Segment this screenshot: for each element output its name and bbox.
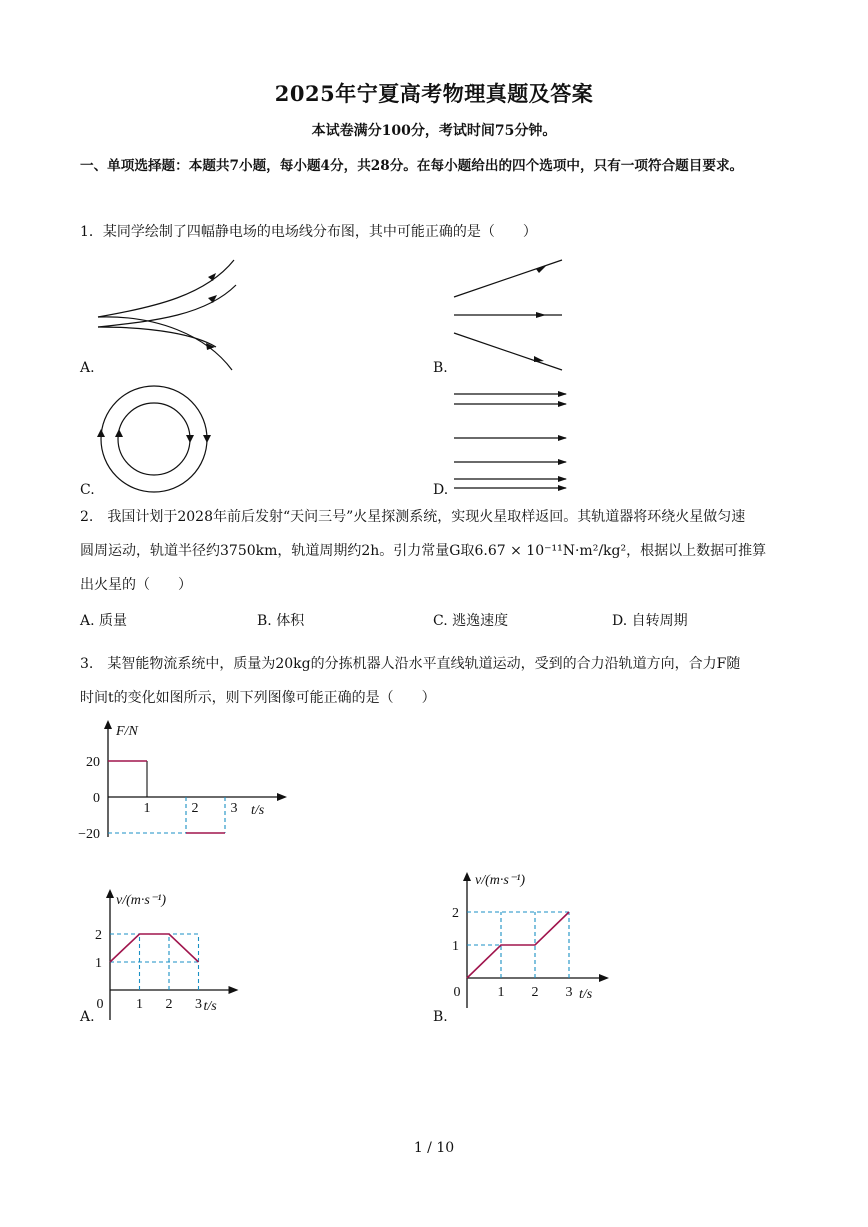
x-tick-label: 2 — [191, 801, 199, 816]
x-tick-label: 1 — [143, 801, 151, 816]
y-tick-label: −20 — [78, 827, 100, 842]
figure-1d — [452, 388, 577, 493]
q2-option-c: C. 逃逸速度 — [433, 613, 509, 629]
y-tick-label: 1 — [452, 939, 459, 954]
x-axis-label: t/s — [203, 999, 217, 1014]
x-axis-arrow — [277, 793, 287, 801]
exam-subtitle: 本试卷满分100分，考试时间75分钟。 — [311, 123, 557, 139]
q2-option-b: B. 体积 — [257, 613, 305, 629]
q1-option-c: C. — [80, 482, 95, 498]
question-2-line-1: 2. 我国计划于2028年前后发射“天问三号”火星探测系统，实现火星取样返回。其轨道器将环绕火星做匀速 — [80, 509, 746, 525]
y-axis-arrow — [104, 720, 112, 729]
velocity-chart-a — [90, 885, 250, 1025]
x-tick-label: 0 — [96, 997, 104, 1012]
x-tick-label: 1 — [497, 985, 505, 1000]
velocity-curve — [110, 934, 199, 962]
x-tick-label: 1 — [136, 997, 143, 1012]
q3-option-b: B. — [433, 1009, 448, 1025]
q1-option-b: B. — [433, 360, 448, 376]
x-axis-arrow — [599, 974, 609, 982]
x-tick-label: 3 — [230, 801, 238, 816]
y-axis-label: v/(m·s⁻¹) — [116, 893, 167, 908]
question-1-text: 1．某同学绘制了四幅静电场的电场线分布图，其中可能正确的是（ ） — [80, 224, 537, 240]
section-heading: 一、单项选择题：本题共7小题，每小题4分，共28分。在每小题给出的四个选项中，只有一项符合题目要求。 — [80, 158, 744, 174]
y-tick-label: 2 — [452, 906, 459, 921]
q2-option-d: D. 自转周期 — [612, 613, 688, 629]
y-axis-label: F/N — [116, 724, 138, 739]
exam-title: 2025年宁夏高考物理真题及答案 — [274, 81, 594, 106]
x-tick-label: 3 — [195, 997, 202, 1012]
question-3-line-2: 时间t的变化如图所示，则下列图像可能正确的是（ ） — [80, 690, 436, 706]
question-2-line-3: 出火星的（ ） — [80, 577, 192, 593]
y-axis-arrow — [106, 889, 114, 898]
y-tick-label: 1 — [95, 956, 102, 971]
question-2-line-2: 圆周运动，轨道半径约3750km，轨道周期约2h。引力常量G取6.67 × 10⁻¹¹N·m²/kg²，根据以上数据可推算 — [80, 543, 767, 559]
figure-1b — [450, 255, 570, 375]
question-3-line-1: 3. 某智能物流系统中，质量为20kg的分拣机器人沿水平直线轨道运动，受到的合力沿轨道方向，合力F随 — [80, 656, 741, 672]
figure-1c — [96, 385, 216, 495]
x-tick-label: 2 — [531, 985, 539, 1000]
x-axis-label: t/s — [579, 987, 593, 1002]
q1-option-d: D. — [433, 482, 449, 498]
velocity-chart-b — [445, 868, 620, 1028]
page-number: 1 / 10 — [413, 1140, 455, 1156]
q2-option-a: A. 质量 — [80, 613, 128, 629]
x-tick-label: 0 — [453, 985, 461, 1000]
q1-option-a: A. — [80, 360, 95, 376]
x-tick-label: 2 — [165, 997, 173, 1012]
y-tick-label: 0 — [93, 791, 100, 806]
force-time-chart — [70, 715, 290, 850]
x-tick-label: 3 — [565, 985, 573, 1000]
y-axis-label: v/(m·s⁻¹) — [475, 873, 526, 888]
x-axis-arrow — [229, 986, 239, 994]
figure-1a — [96, 255, 246, 375]
y-axis-arrow — [463, 872, 471, 881]
y-tick-label: 2 — [95, 928, 102, 943]
x-axis-label: t/s — [251, 803, 265, 818]
q3-option-a: A. — [80, 1009, 95, 1025]
y-tick-label: 20 — [86, 755, 100, 770]
